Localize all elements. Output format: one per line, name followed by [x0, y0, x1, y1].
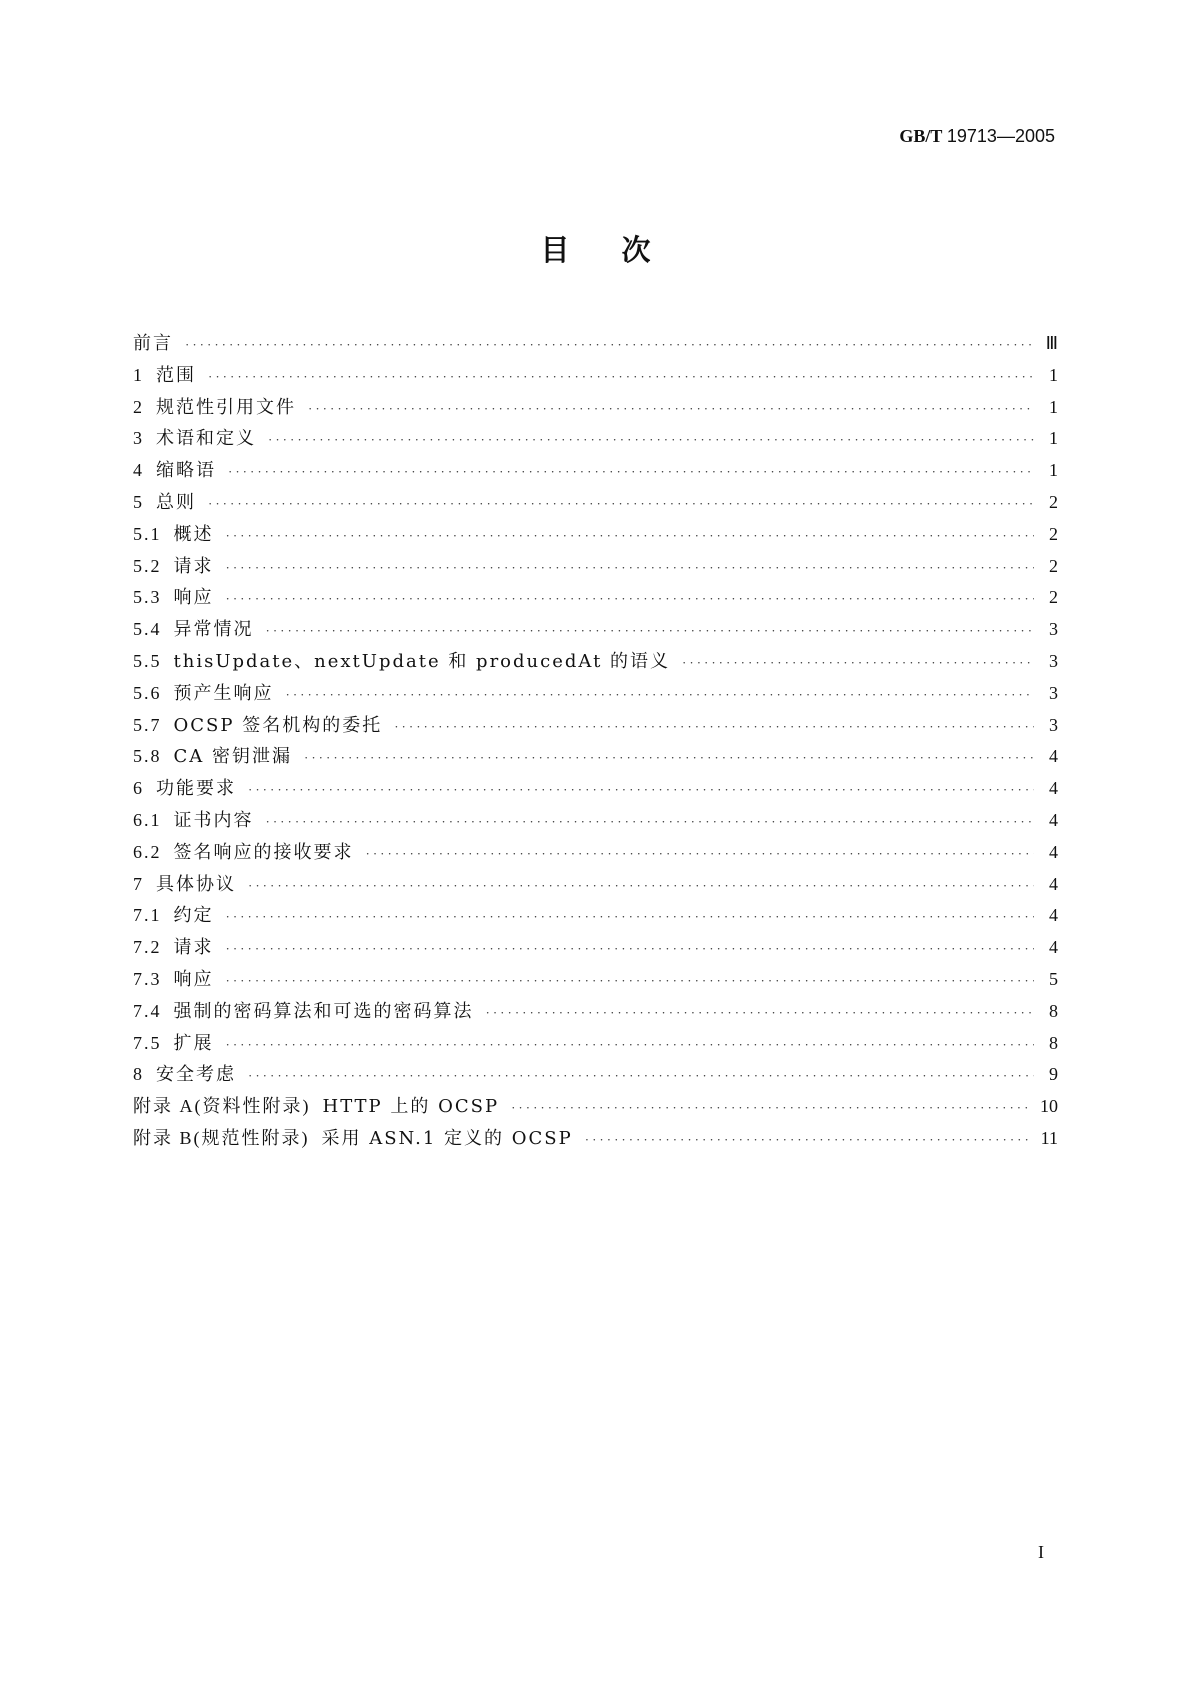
- dot-leader: [226, 941, 1035, 957]
- toc-entry-number: 7.2: [133, 937, 162, 958]
- toc-entry-number: 7.1: [133, 905, 162, 926]
- toc-entry-number: 6.1: [133, 809, 162, 830]
- dot-leader: [208, 369, 1034, 385]
- toc-entry[interactable]: [133, 552, 1058, 584]
- toc-entry-number: 7.5: [133, 1032, 162, 1053]
- toc-entry-label: OCSP 签名机构的委托: [173, 714, 383, 736]
- toc-entry-page: 3: [1049, 619, 1058, 640]
- toc-entry-label: 约定: [173, 905, 214, 927]
- toc-entry-number: 5.8: [133, 746, 162, 767]
- toc-entry-page: 4: [1049, 937, 1058, 958]
- dot-leader: [304, 750, 1034, 766]
- dot-leader: [208, 496, 1034, 512]
- toc-entry-label: 预产生响应: [173, 682, 274, 704]
- toc-entry-label: 规范性引用文件: [156, 396, 296, 418]
- table-of-contents: [133, 329, 1058, 1156]
- toc-entry-number: 5: [133, 491, 144, 512]
- dot-leader: [682, 655, 1034, 671]
- dot-leader: [185, 337, 1034, 353]
- dot-leader: [394, 719, 1034, 735]
- toc-entry-number: 7.3: [133, 968, 162, 989]
- toc-entry[interactable]: [133, 806, 1058, 838]
- toc-entry-label: 异常情况: [173, 619, 254, 641]
- toc-entry[interactable]: [133, 1029, 1058, 1061]
- toc-entry[interactable]: [133, 774, 1058, 806]
- toc-entry-number: 5.2: [133, 555, 162, 576]
- toc-entry-number: 2: [133, 396, 144, 417]
- dot-leader: [226, 528, 1035, 544]
- toc-entry[interactable]: [133, 870, 1058, 902]
- toc-entry-page: 10: [1040, 1096, 1058, 1117]
- toc-entry-label: 强制的密码算法和可选的密码算法: [173, 1000, 474, 1022]
- dot-leader: [248, 1068, 1034, 1084]
- toc-entry[interactable]: [133, 424, 1058, 456]
- toc-entry[interactable]: [133, 647, 1058, 679]
- dot-leader: [266, 623, 1035, 639]
- toc-entry-page: 1: [1049, 428, 1058, 449]
- toc-entry[interactable]: [133, 901, 1058, 933]
- toc-entry-page: 8: [1049, 1000, 1058, 1021]
- toc-entry[interactable]: [133, 711, 1058, 743]
- toc-entry-page: 3: [1049, 650, 1058, 671]
- toc-entry-number: 5.6: [133, 682, 162, 703]
- dot-leader: [268, 432, 1034, 448]
- toc-entry-label: HTTP 上的 OCSP: [322, 1096, 500, 1118]
- toc-entry-number: 7: [133, 873, 144, 894]
- toc-entry[interactable]: [133, 615, 1058, 647]
- toc-entry[interactable]: [133, 1092, 1058, 1124]
- toc-entry-page: 4: [1049, 841, 1058, 862]
- toc-entry-label: CA 密钥泄漏: [173, 746, 292, 768]
- dot-leader: [248, 878, 1034, 894]
- dot-leader: [226, 560, 1035, 576]
- dot-leader: [226, 909, 1035, 925]
- dot-leader: [266, 814, 1035, 830]
- toc-entry-number: 8: [133, 1064, 144, 1085]
- dot-leader: [248, 782, 1034, 798]
- dot-leader: [228, 464, 1034, 480]
- toc-entry-label: 缩略语: [156, 460, 216, 482]
- toc-entry-label: 签名响应的接收要求: [173, 841, 354, 863]
- toc-entry[interactable]: [133, 679, 1058, 711]
- toc-entry-label: 响应: [173, 968, 214, 990]
- toc-entry-number: 6.2: [133, 841, 162, 862]
- toc-entry-page: 4: [1049, 809, 1058, 830]
- toc-entry-label: 范围: [156, 364, 196, 386]
- toc-entry-page: 2: [1049, 523, 1058, 544]
- toc-entry-page: 4: [1049, 905, 1058, 926]
- toc-entry-page: 4: [1049, 778, 1058, 799]
- toc-entry-label: 证书内容: [173, 809, 254, 831]
- toc-entry-number: 5.3: [133, 587, 162, 608]
- toc-entry-label: 扩展: [173, 1032, 214, 1054]
- toc-entry-label: 前言: [133, 333, 173, 354]
- standard-number-header: [899, 126, 1055, 147]
- toc-entry-page: 8: [1049, 1032, 1058, 1053]
- toc-entry-number: 4: [133, 460, 144, 481]
- toc-entry-label: thisUpdate、nextUpdate 和 producedAt 的语义: [173, 650, 671, 672]
- toc-entry[interactable]: [133, 520, 1058, 552]
- dot-leader: [226, 591, 1035, 607]
- toc-entry-number: 6: [133, 778, 144, 799]
- page-number: I: [1038, 1542, 1044, 1562]
- toc-entry-label: 总则: [156, 491, 196, 513]
- toc-entry-number: 5.7: [133, 714, 162, 735]
- toc-entry-number: 5.1: [133, 523, 162, 544]
- toc-entry[interactable]: [133, 838, 1058, 870]
- toc-entry-page: 11: [1040, 1127, 1058, 1148]
- toc-entry-number: 附录 A(资料性附录): [133, 1096, 311, 1117]
- toc-entry-label: 采用 ASN.1 定义的 OCSP: [321, 1127, 573, 1149]
- toc-entry[interactable]: [133, 933, 1058, 965]
- standard-number: 19713—2005: [946, 126, 1055, 146]
- toc-entry-label: 具体协议: [156, 873, 236, 895]
- toc-entry[interactable]: [133, 1124, 1058, 1156]
- toc-entry-label: 概述: [173, 523, 214, 545]
- toc-entry[interactable]: [133, 393, 1058, 425]
- dot-leader: [585, 1132, 1029, 1148]
- toc-entry-label: 请求: [173, 555, 214, 577]
- dot-leader: [366, 846, 1035, 862]
- dot-leader: [226, 973, 1035, 989]
- toc-entry-page: 3: [1049, 714, 1058, 735]
- toc-entry[interactable]: [133, 997, 1058, 1029]
- toc-entry-number: 附录 B(规范性附录): [133, 1127, 310, 1148]
- toc-entry-page: 5: [1049, 968, 1058, 989]
- toc-entry-label: 响应: [173, 587, 214, 609]
- toc-entry[interactable]: [133, 583, 1058, 615]
- toc-entry[interactable]: [133, 456, 1058, 488]
- toc-entry-page: 2: [1049, 587, 1058, 608]
- toc-entry[interactable]: [133, 329, 1058, 361]
- toc-entry-page: 4: [1049, 873, 1058, 894]
- toc-entry-label: 请求: [173, 937, 214, 959]
- toc-entry-page: 2: [1049, 491, 1058, 512]
- dot-leader: [511, 1100, 1028, 1116]
- toc-entry[interactable]: [133, 965, 1058, 997]
- standard-prefix: GB/T: [899, 126, 943, 146]
- dot-leader: [486, 1005, 1035, 1021]
- dot-leader: [286, 687, 1035, 703]
- toc-entry-number: 5.4: [133, 619, 162, 640]
- toc-entry[interactable]: [133, 361, 1058, 393]
- toc-entry-page: 1: [1049, 396, 1058, 417]
- toc-entry-page: 3: [1049, 682, 1058, 703]
- toc-entry-number: 3: [133, 428, 144, 449]
- page-title: 目次: [540, 233, 703, 267]
- toc-entry-number: 7.4: [133, 1000, 162, 1021]
- toc-entry-page: 1: [1049, 460, 1058, 481]
- toc-entry-number: 1: [133, 364, 144, 385]
- toc-entry-page: 1: [1049, 364, 1058, 385]
- toc-entry[interactable]: [133, 742, 1058, 774]
- toc-entry-page: 2: [1049, 555, 1058, 576]
- toc-entry-label: 术语和定义: [156, 428, 256, 450]
- toc-entry-page: 4: [1049, 746, 1058, 767]
- toc-entry-page: Ⅲ: [1045, 333, 1058, 353]
- toc-entry-label: 功能要求: [156, 778, 236, 800]
- toc-entry-page: 9: [1049, 1064, 1058, 1085]
- toc-entry[interactable]: [133, 488, 1058, 520]
- dot-leader: [226, 1037, 1035, 1053]
- toc-entry[interactable]: [133, 1060, 1058, 1092]
- toc-entry-label: 安全考虑: [156, 1064, 236, 1086]
- dot-leader: [308, 401, 1034, 417]
- toc-entry-number: 5.5: [133, 650, 162, 671]
